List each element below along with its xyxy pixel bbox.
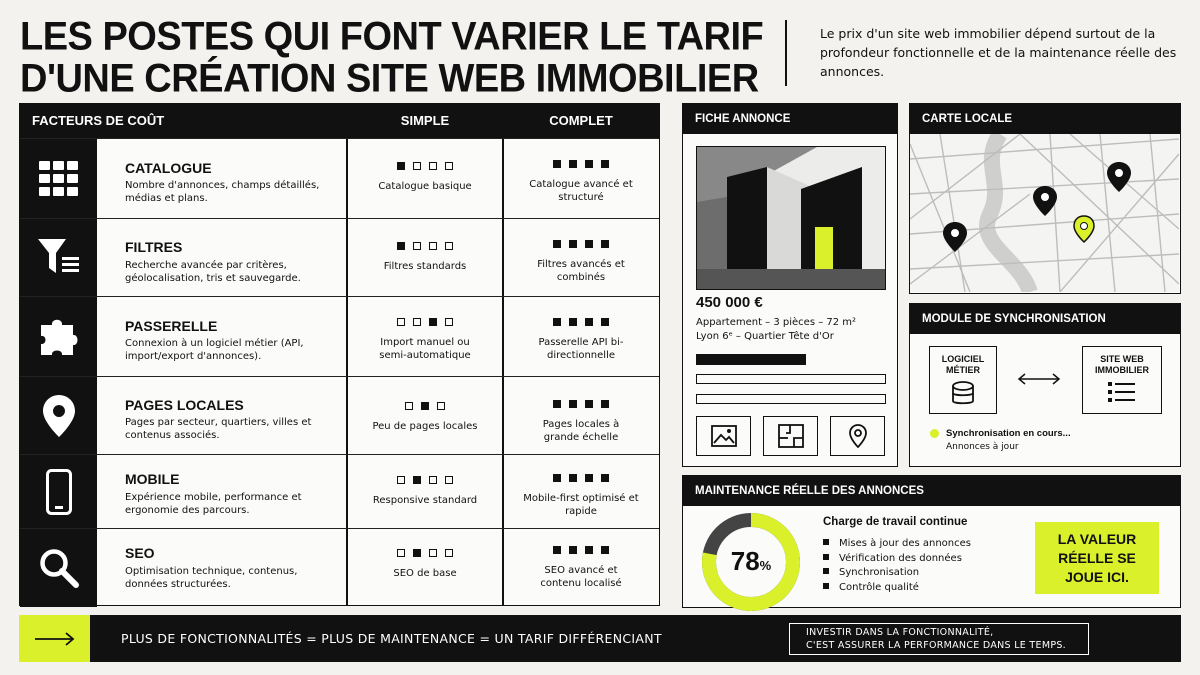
row-description: Pages par secteur, quartiers, villes et contenus associés. [125,417,312,441]
table-row [20,376,659,454]
complete-cell [504,474,658,518]
right-label: SITE WEB IMMOBILIER [1095,354,1149,375]
complete-cell [504,400,658,444]
level-indicator [348,242,502,250]
map-pin-icon[interactable] [830,416,885,456]
footer-tagline: PLUS DE FONCTIONNALITÉS = PLUS DE MAINTENANCE = UN TARIF DIFFÉRENCIANT [121,631,662,646]
row-name: MOBILE [125,471,180,487]
level-indicator [504,318,658,326]
percent-number: 78 [730,546,760,576]
task-list [823,537,971,595]
complete-label: Pages locales à grande échelle [542,419,620,443]
cost-table [19,103,660,606]
row-description: Connexion à un logiciel métier (API, import/export d'annonces). [125,338,304,362]
sync-panel [909,303,1181,467]
level-indicator [504,160,658,168]
title-line-2: D'UNE CRÉATION SITE WEB IMMOBILIER [20,56,759,102]
col-header-factors: FACTEURS DE COÛT [32,113,165,128]
maintenance-panel [682,475,1181,608]
sync-substatus: Annonces à jour [946,442,1019,452]
simple-label: Filtres standards [383,261,467,272]
listing-title: FICHE ANNONCE [683,104,897,134]
row-name: SEO [125,545,155,561]
listing-panel [682,103,898,467]
listing-details [696,316,856,344]
simple-cell [348,242,502,273]
level-indicator [348,318,502,326]
table-row [20,138,659,218]
placeholder-bar [696,394,886,404]
level-indicator [348,402,502,410]
listing-details-line: Appartement – 3 pièces – 72 m² [696,317,857,328]
maintenance-title: MAINTENANCE RÉELLE DES ANNONCES [683,476,1180,506]
grid-icon [20,139,97,218]
col-header-simple: SIMPLE [400,113,450,128]
sync-status: Synchronisation en cours... [946,428,1071,439]
table-row [20,454,659,528]
map-title: CARTE LOCALE [910,104,1180,134]
gallery-icon[interactable] [696,416,751,456]
footer-note-line: INVESTIR DANS LA FONCTIONNALITÉ, [806,627,994,638]
progress-ring [701,512,801,612]
list-item: Synchronisation [823,566,971,581]
simple-cell [348,549,502,580]
simple-label: Peu de pages locales [372,421,478,432]
simple-cell [348,162,502,193]
simple-cell [348,402,502,433]
listing-details-line: Lyon 6ᵉ – Quartier Tête d'Or [696,331,834,342]
sync-arrow-icon [1016,370,1062,389]
level-indicator [348,162,502,170]
level-indicator [504,240,658,248]
level-indicator [504,400,658,408]
website-box [1082,346,1162,414]
table-header [20,104,659,138]
business-software-box [929,346,997,414]
sync-title: MODULE DE SYNCHRONISATION [910,304,1180,334]
puzzle-icon [20,297,97,376]
status-dot [930,429,939,438]
complete-cell [504,160,658,204]
table-row [20,296,659,376]
complete-cell [504,318,658,362]
value-callout: LA VALEUR RÉELLE SE JOUE ICI. [1035,522,1159,594]
city-map[interactable] [910,134,1179,292]
simple-label: Responsive standard [372,495,478,506]
complete-label: Filtres avancés et combinés [537,259,625,283]
title-line-1: LES POSTES QUI FONT VARIER LE TARIF [20,14,764,60]
progress-value [701,546,801,577]
row-description: Recherche avancée par critères, géolocalisation, tris et sauvegarde. [125,260,301,284]
footer-banner [19,615,1181,662]
simple-label: Import manuel ou semi-automatique [379,337,471,361]
placeholder-bar [696,374,886,384]
placeholder-bar [696,354,806,365]
listing-icon [1108,381,1136,405]
col-header-complete: COMPLET [549,113,613,128]
simple-cell [348,318,502,362]
workload-title: Charge de travail continue [823,516,968,528]
table-row [20,218,659,296]
map-panel [909,103,1181,294]
percent-unit: % [759,558,772,573]
complete-label: Mobile-first optimisé et rapide [523,493,639,517]
simple-cell [348,476,502,507]
level-indicator [348,476,502,484]
simple-label: Catalogue basique [378,181,472,192]
arrow-right-icon [19,615,90,662]
row-description: Optimisation technique, contenus, données structurées. [125,566,298,590]
complete-label: SEO avancé et contenu localisé [540,565,622,589]
level-indicator [504,474,658,482]
filter-icon [20,219,97,296]
database-icon [951,381,975,407]
row-name: CATALOGUE [125,160,212,176]
row-description: Nombre d'annonces, champs détaillés, médias et plans. [125,180,320,204]
header-divider [785,20,787,86]
magnifier-icon [20,529,97,607]
row-description: Expérience mobile, performance et ergonomie des parcours. [125,492,302,516]
page-title [20,16,770,100]
level-indicator [348,549,502,557]
listing-price: 450 000 € [696,294,763,311]
property-photo [696,146,886,290]
left-label: LOGICIEL MÉTIER [941,354,985,375]
level-indicator [504,546,658,554]
list-item: Contrôle qualité [823,581,971,596]
complete-cell [504,546,658,590]
complete-label: Passerelle API bi-directionnelle [538,337,624,361]
intro-text: Le prix d'un site web immobilier dépend surtout de la profondeur fonctionnelle et de la maintenance réelle des annonces. [820,26,1177,79]
smartphone-icon [20,455,97,528]
row-name: PASSERELLE [125,318,218,334]
list-item: Mises à jour des annonces [823,537,971,552]
row-name: PAGES LOCALES [125,397,244,413]
table-row [20,528,659,607]
simple-label: SEO de base [393,568,457,579]
list-item: Vérification des données [823,552,971,567]
floor-plan-icon[interactable] [763,416,818,456]
footer-note [789,623,1089,655]
footer-note-line: C'EST ASSURER LA PERFORMANCE DANS LE TEMPS. [806,640,1066,651]
complete-label: Catalogue avancé et structuré [529,179,633,203]
complete-cell [504,240,658,284]
row-name: FILTRES [125,239,183,255]
location-pin-icon [20,377,97,454]
